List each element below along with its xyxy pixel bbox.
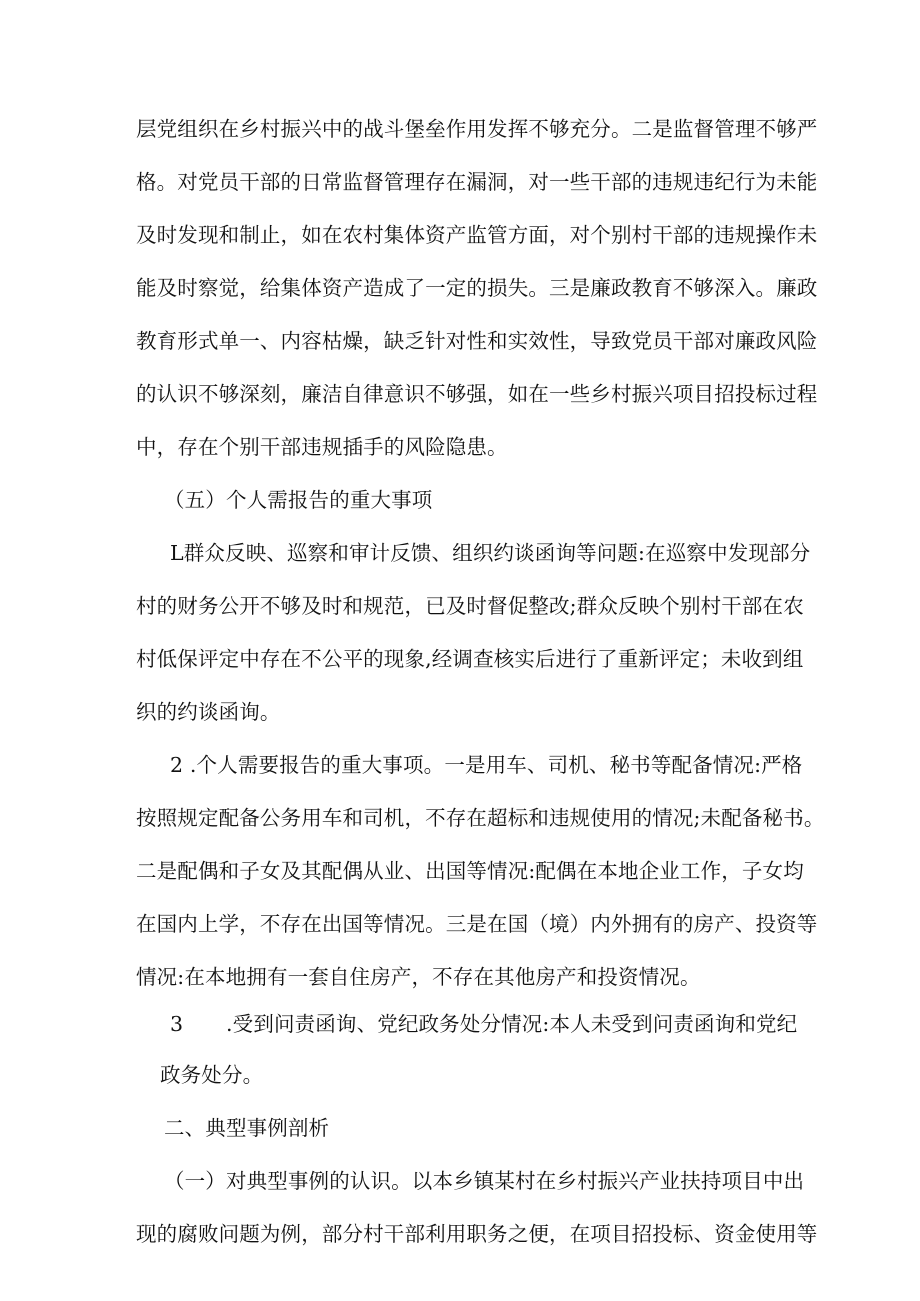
text-line: （一）对典型事例的认识。以本乡镇某村在乡村振兴产业扶持项目中出: [164, 1169, 805, 1193]
text-line: 2 .个人需要报告的重大事项。一是用车、司机、秘书等配备情况:严格: [170, 753, 803, 777]
list-number: 3: [170, 1012, 184, 1036]
text-line: 政务处分。: [160, 1063, 264, 1087]
section-heading-five: （五）个人需报告的重大事项: [164, 488, 433, 512]
text-line: 织的约谈函询。: [136, 700, 281, 724]
text-line: 格。对党员干部的日常监督管理存在漏洞，对一些干部的违规违纪行为未能: [136, 170, 818, 194]
text-line: 及时发现和制止，如在农村集体资产监管方面，对个别村干部的违规操作未: [136, 223, 818, 247]
text-line: 在国内上学，不存在出国等情况。三是在国（境）内外拥有的房产、投资等: [136, 912, 818, 936]
text-line: 村的财务公开不够及时和规范，已及时督促整改;群众反映个别村干部在农: [136, 594, 804, 618]
text-line: 层党组织在乡村振兴中的战斗堡垒作用发挥不够充分。二是监督管理不够严: [136, 117, 818, 141]
text-line: 能及时察觉，给集体资产造成了一定的损失。三是廉政教育不够深入。廉政: [136, 276, 818, 300]
text-line: 村低保评定中存在不公平的现象,经调查核实后进行了重新评定；未收到组: [136, 647, 804, 671]
section-heading-two: 二、典型事例剖析: [164, 1116, 330, 1140]
text-line: .受到问责函询、党纪政务处分情况:本人未受到问责函询和党纪: [226, 1012, 798, 1036]
text-line: L群众反映、巡察和审计反馈、组织约谈函询等问题:在巡察中发现部分: [170, 541, 811, 565]
text-line: 二是配偶和子女及其配偶从业、出国等情况:配偶在本地企业工作，子女均: [136, 859, 804, 883]
text-line: 按照规定配备公务用车和司机，不存在超标和违规使用的情况;未配备秘书。: [136, 806, 825, 830]
text-line: 的认识不够深刻，廉洁自律意识不够强，如在一些乡村振兴项目招投标过程: [136, 382, 818, 406]
text-line: 中，存在个别干部违规插手的风险隐患。: [136, 435, 508, 459]
text-line: 现的腐败问题为例，部分村干部利用职务之便，在项目招投标、资金使用等: [136, 1222, 818, 1246]
text-line: 教育形式单一、内容枯燥，缺乏针对性和实效性，导致党员干部对廉政风险: [136, 329, 818, 353]
text-line: 情况:在本地拥有一套自住房产，不存在其他房产和投资情况。: [136, 965, 701, 989]
